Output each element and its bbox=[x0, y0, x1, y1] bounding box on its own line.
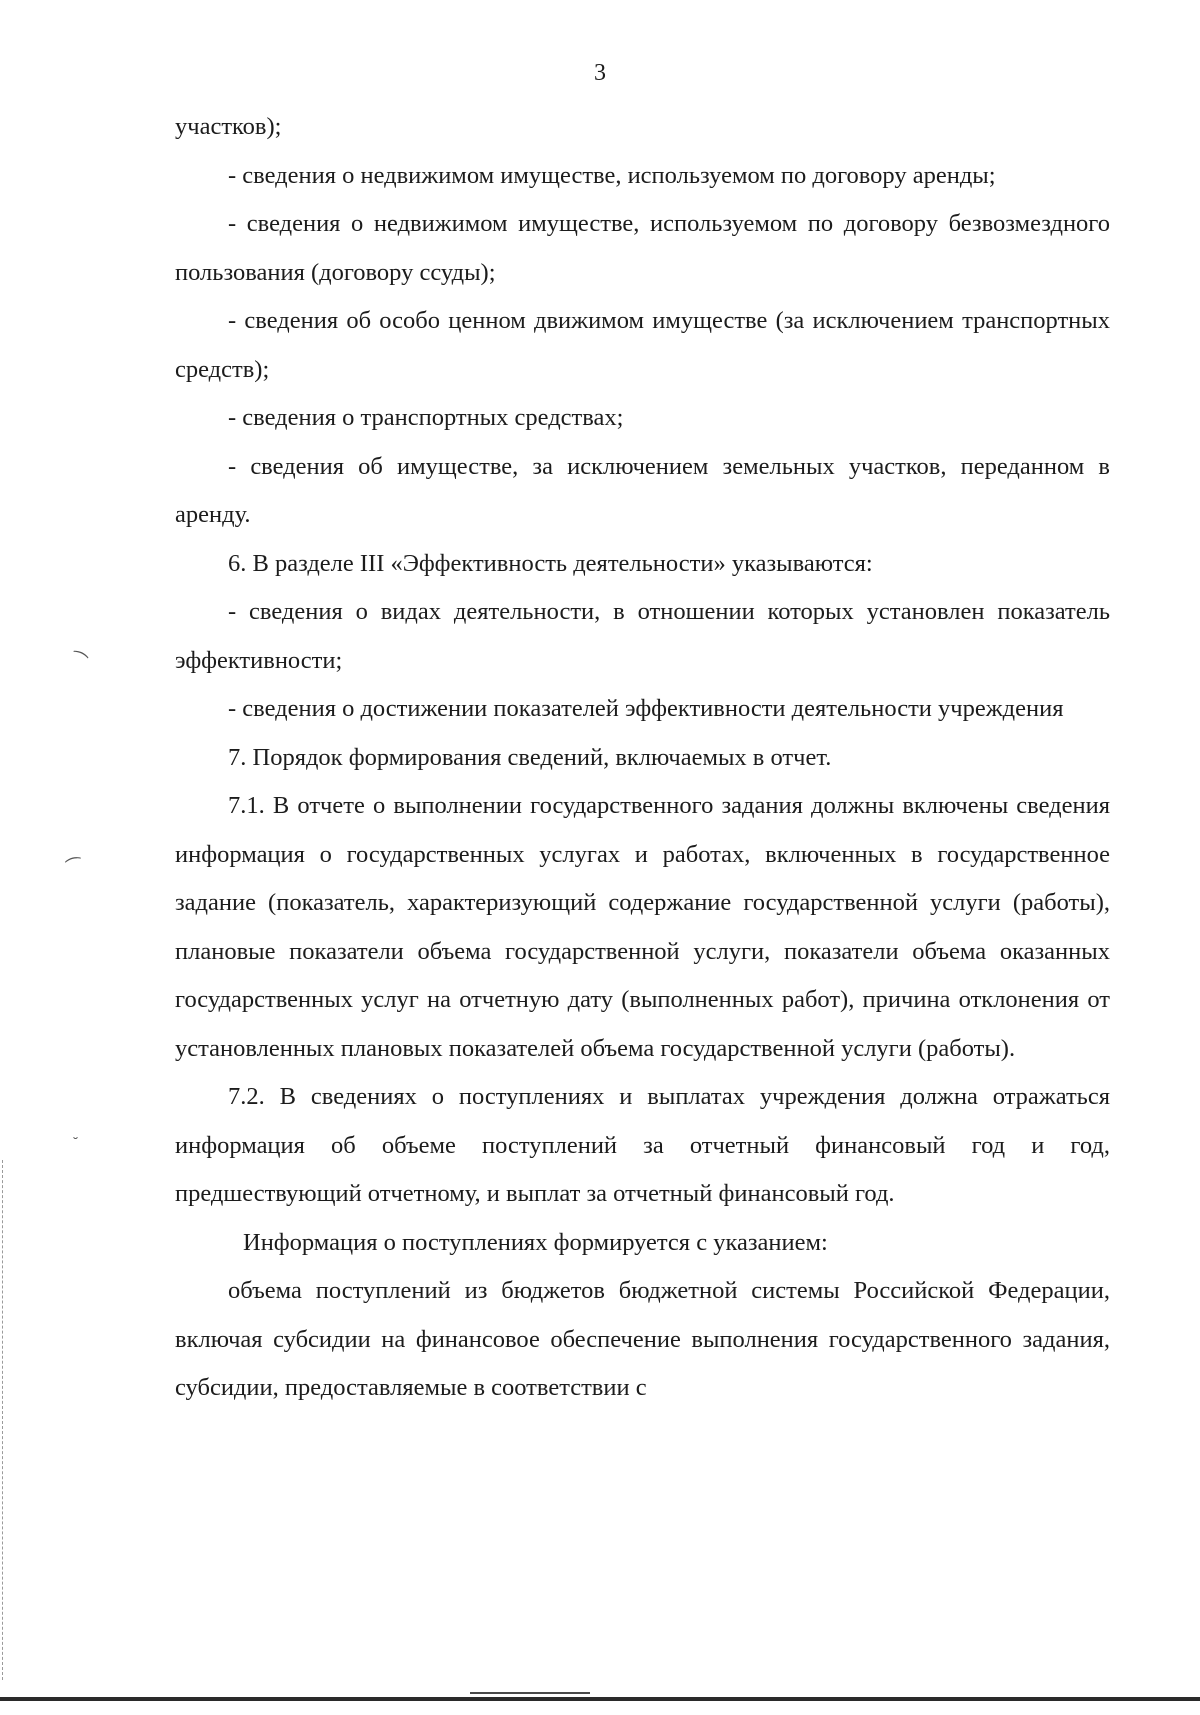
paragraph-5: - сведения об имуществе, за исключением земельных участков, переданном в аренду. bbox=[175, 452, 1110, 528]
paragraph-13: объема поступлений из бюджетов бюджетной системы Российской Федерации, включая субсидии на финансовое обеспечение выполнения государственного задания, субсидии, предоставляемые в соответствии с bbox=[175, 1277, 1110, 1401]
paragraph-8: - сведения о достижении показателей эффективности деятельности учреждения bbox=[228, 695, 1064, 722]
paragraph-9: 7. Порядок формирования сведений, включаемых в отчет. bbox=[228, 743, 832, 771]
paragraph-10: 7.1. В отчете о выполнении государственного задания должны включены сведения информация о государственных услугах и работах, включенных в государственное задание (показатель, характеризующий содержание государственной услуги (работы), плановые показатели объема государственной услуги, показатели объема оказанных государственных услуг на отчетную дату (выполненных работ), причина отклонения от установленных плановых показателей объема государственной услуги (работы). bbox=[175, 792, 1110, 1062]
paragraph-3: - сведения об особо ценном движимом имуществе (за исключением транспортных средств); bbox=[175, 307, 1110, 383]
paragraph-2: - сведения о недвижимом имуществе, используемом по договору безвозмездного пользования (договору ссуды); bbox=[175, 210, 1110, 286]
scan-edge-artifact bbox=[0, 1697, 1200, 1701]
scan-edge-artifact bbox=[470, 1692, 590, 1694]
paragraph-7: - сведения о видах деятельности, в отношении которых установлен показатель эффективности; bbox=[175, 598, 1110, 674]
paragraph-1: - сведения о недвижимом имуществе, используемом по договору аренды; bbox=[228, 161, 996, 189]
scan-mark: ⁀ bbox=[66, 649, 89, 676]
document-body bbox=[175, 103, 1110, 1413]
scan-mark: ˘ bbox=[72, 1136, 79, 1152]
scan-mark: ⁀ bbox=[65, 856, 85, 881]
paragraph-12: Информация о поступлениях формируется с указанием: bbox=[243, 1228, 828, 1256]
scan-edge-artifact bbox=[2, 1160, 4, 1680]
paragraph-6: 6. В разделе III «Эффективность деятельности» указываются: bbox=[228, 549, 873, 577]
paragraph-4: - сведения о транспортных средствах; bbox=[228, 404, 624, 431]
paragraph-0: участков); bbox=[175, 113, 282, 140]
page-number: 3 bbox=[594, 60, 606, 86]
paragraph-11: 7.2. В сведениях о поступлениях и выплатах учреждения должна отражаться информация об объеме поступлений за отчетный финансовый год и год, предшествующий отчетному, и выплат за отчетный финансовый год. bbox=[175, 1083, 1110, 1207]
